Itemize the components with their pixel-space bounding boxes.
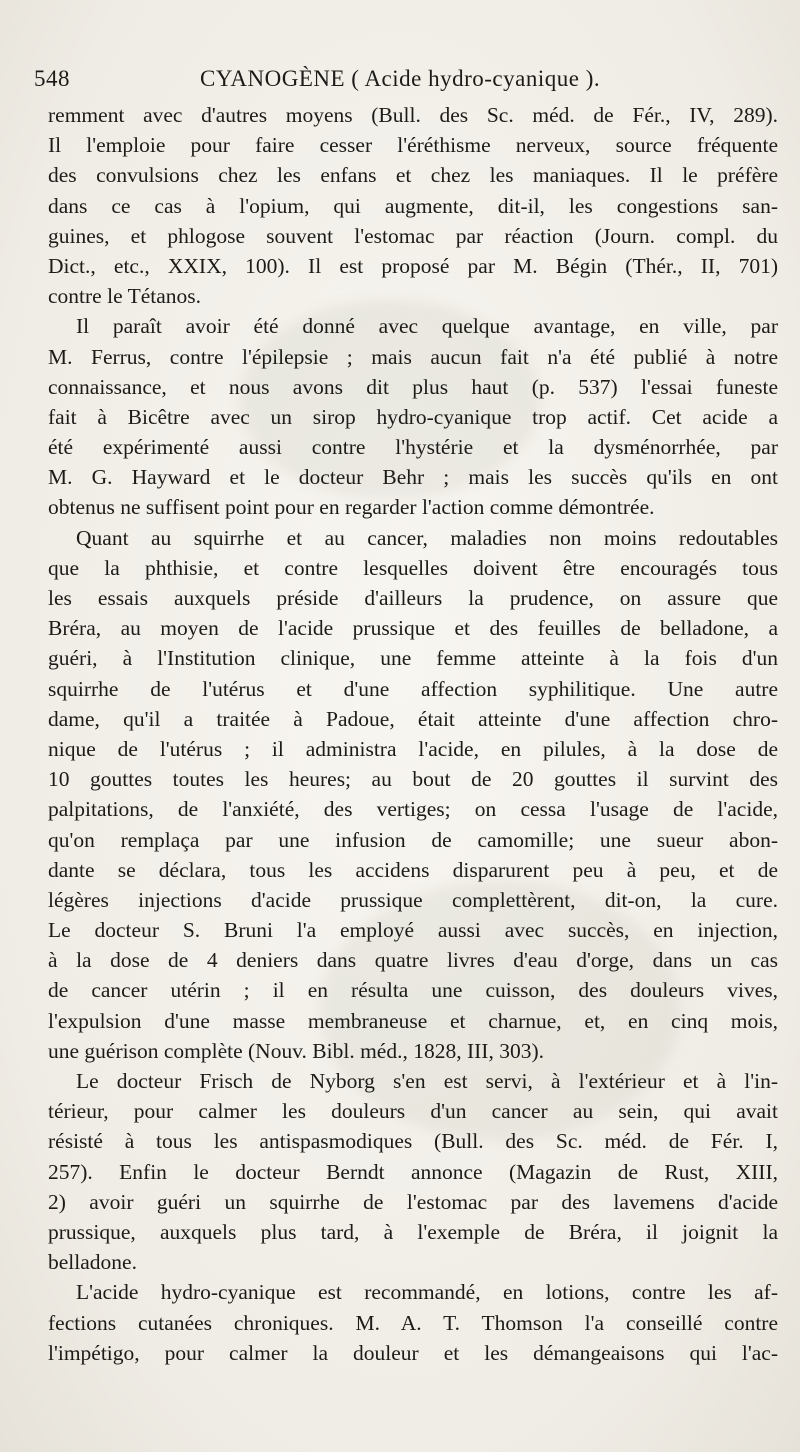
text-line: Bréra, au moyen de l'acide prussique et des feuilles de belladone, a (48, 616, 778, 641)
text-line: fait à Bicêtre avec un sirop hydro-cyanique trop actif. Cet acide a (48, 404, 778, 429)
text-line: légères injections d'acide prussique complettèrent, dit-on, la cure. (48, 887, 778, 912)
text-line: Il paraît avoir été donné avec quelque avantage, en ville, par (76, 314, 778, 339)
text-line: une guérison complète (Nouv. Bibl. méd., 1828, III, 303). (48, 1038, 544, 1063)
running-head: CYANOGÈNE ( Acide hydro-cyanique ). (200, 66, 601, 91)
text-line: 257). Enfin le docteur Berndt annonce (Magazin de Rust, XIII, (48, 1159, 778, 1184)
text-line: dame, qu'il a traitée à Padoue, était atteinte d'une affection chro- (48, 706, 778, 731)
text-line: 10 gouttes toutes les heures; au bout de 20 gouttes il survint des (48, 767, 778, 792)
text-line: dante se déclara, tous les accidens disparurent peu à peu, et de (48, 857, 778, 882)
text-line: à la dose de 4 deniers dans quatre livres d'eau d'orge, dans un cas (48, 948, 778, 973)
text-line: L'acide hydro-cyanique est recommandé, en lotions, contre les af- (76, 1280, 778, 1305)
text-line: 2) avoir guéri un squirrhe de l'estomac par des lavemens d'acide (48, 1189, 778, 1214)
text-line: M. Ferrus, contre l'épilepsie ; mais aucun fait n'a été publié à notre (48, 344, 778, 369)
text-line: térieur, pour calmer les douleurs d'un cancer au sein, qui avait (48, 1099, 778, 1124)
text-line: palpitations, de l'anxiété, des vertiges; on cessa l'usage de l'acide, (48, 797, 778, 822)
text-line: remment avec d'autres moyens (Bull. des Sc. méd. de Fér., IV, 289). (48, 103, 778, 127)
text-line: l'expulsion d'une masse membraneuse et charnue, et, en cinq mois, (48, 1008, 778, 1033)
page-number: 548 (34, 66, 70, 91)
text-line: Dict., etc., XXIX, 100). Il est proposé par M. Bégin (Thér., II, 701) (48, 253, 778, 278)
text-line: fections cutanées chroniques. M. A. T. Thomson l'a conseillé contre (48, 1310, 778, 1335)
text-line: été expérimenté aussi contre l'hystérie et la dysménorrhée, par (48, 435, 778, 460)
text-line: connaissance, et nous avons dit plus haut (p. 537) l'essai funeste (48, 374, 778, 399)
text-line: résisté à tous les antispasmodiques (Bull. des Sc. méd. de Fér. I, (48, 1129, 778, 1154)
text-line: que la phthisie, et contre lesquelles doivent être encouragés tous (48, 555, 778, 580)
text-line: prussique, auxquels plus tard, à l'exemple de Bréra, il joignit la (48, 1219, 778, 1244)
text-line: guéri, à l'Institution clinique, une femme atteinte à la fois d'un (48, 646, 778, 671)
text-line: obtenus ne suffisent point pour en regarder l'action comme démontrée. (48, 495, 655, 520)
text-line: l'impétigo, pour calmer la douleur et les démangeaisons qui l'ac- (48, 1340, 778, 1365)
text-line: belladone. (48, 1250, 137, 1275)
text-line: qu'on remplaça par une infusion de camomille; une sueur abon- (48, 827, 778, 852)
text-line: dans ce cas à l'opium, qui augmente, dit-il, les congestions san- (48, 193, 778, 218)
text-line: nique de l'utérus ; il administra l'acide, en pilules, à la dose de (48, 736, 778, 761)
text-line: M. G. Hayward et le docteur Behr ; mais les succès qu'ils en ont (48, 465, 778, 490)
text-line: les essais auxquels préside d'ailleurs la prudence, on assure que (48, 586, 778, 610)
text-line: Quant au squirrhe et au cancer, maladies non moins redoutables (76, 525, 778, 550)
text-line: squirrhe de l'utérus et d'une affection syphilitique. Une autre (48, 676, 778, 701)
text-line: Le docteur Frisch de Nyborg s'en est servi, à l'extérieur et à l'in- (76, 1069, 778, 1093)
text-line: Le docteur S. Bruni l'a employé aussi avec succès, en injection, (48, 918, 778, 943)
text-line: des convulsions chez les enfans et chez les maniaques. Il le préfère (48, 163, 778, 188)
text-line: contre le Tétanos. (48, 284, 202, 309)
text-line: de cancer utérin ; il en résulta une cuisson, des douleurs vives, (48, 978, 778, 1003)
text-line: guines, et phlogose souvent l'estomac par réaction (Journ. compl. du (48, 223, 778, 248)
body-text (48, 100, 778, 1368)
text-line: Il l'emploie pour faire cesser l'éréthisme nerveux, source fréquente (48, 133, 778, 158)
